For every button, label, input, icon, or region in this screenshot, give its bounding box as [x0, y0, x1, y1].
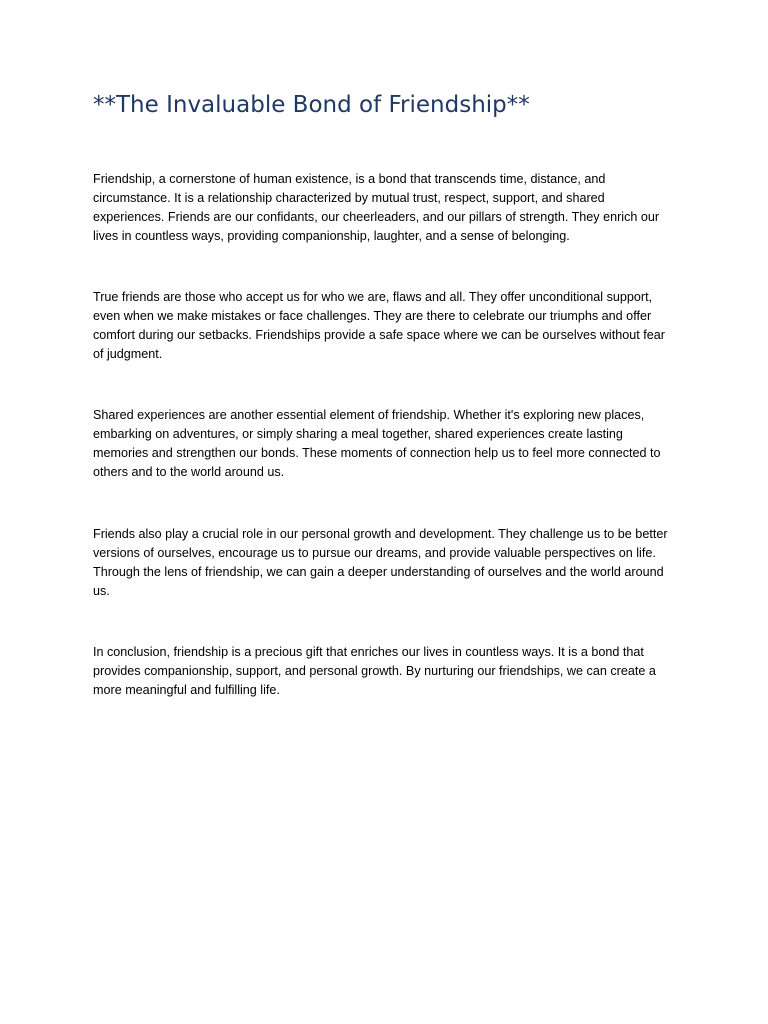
paragraph-4: Friends also play a crucial role in our personal growth and development. They challenge us to be better versions of ourselves, encourage us to pursue our dreams, and provide valuable perspectives on life. Through the lens of friendship, we can gain a deeper understanding of ourselves and the world around us. [93, 527, 668, 598]
document-title: **The Invaluable Bond of Friendship** [93, 92, 530, 118]
paragraph-2: True friends are those who accept us for who we are, flaws and all. They offer unconditional support, even when we make mistakes or face challenges. They are there to celebrate our triumphs and offer comfort during our setbacks. Friendships provide a safe space where we can be ourselves without fear of judgment. [93, 290, 665, 361]
paragraph-5: In conclusion, friendship is a precious gift that enriches our lives in countless ways. It is a bond that provides companionship, support, and personal growth. By nurturing our friendships, we can create a more meaningful and fulfilling life. [93, 645, 656, 697]
paragraph-1: Friendship, a cornerstone of human existence, is a bond that transcends time, distance, and circumstance. It is a relationship characterized by mutual trust, respect, support, and shared experiences. Friends are our confidants, our cheerleaders, and our pillars of strength. They enrich our lives in countless ways, providing companionship, laughter, and a sense of belonging. [93, 172, 660, 243]
paragraph-3: Shared experiences are another essential element of friendship. Whether it's exploring new places, embarking on adventures, or simply sharing a meal together, shared experiences create lasting memories and strengthen our bonds. These moments of connection help us to feel more connected to others and to the world around us. [93, 408, 661, 479]
